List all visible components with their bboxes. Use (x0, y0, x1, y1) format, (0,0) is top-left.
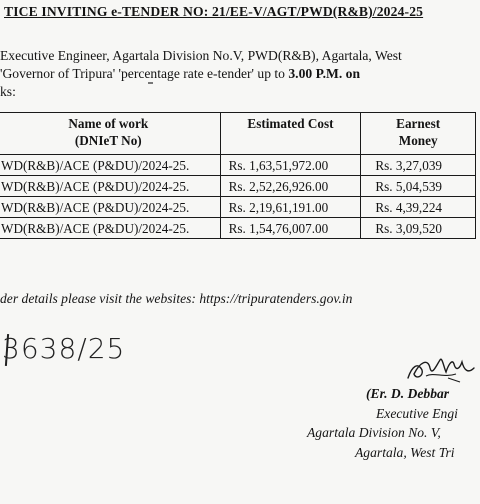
row-earnest-money: Rs. 3,27,039 (361, 155, 476, 176)
table-row (0, 155, 476, 176)
table-header-row (0, 113, 476, 155)
intro-line-1: Executive Engineer, Agartala Division No.V, PWD(R&B), Agartala, West (0, 48, 402, 63)
signatory-division: Agartala Division No. V, (307, 425, 441, 440)
signature-image (404, 348, 478, 388)
header-earnest-money (361, 113, 476, 155)
signatory-name: (Er. D. Debbar (366, 386, 450, 401)
row-estimated-cost: Rs. 2,52,26,926.00 (220, 176, 361, 197)
intro-line-3: ks: (0, 84, 16, 99)
row-estimated-cost: Rs. 1,63,51,972.00 (220, 155, 361, 176)
table-row (0, 176, 476, 197)
intro-line-2 (0, 66, 360, 82)
header-name-line-1: Name of work (68, 116, 149, 131)
row-earnest-money: Rs. 3,09,520 (361, 218, 476, 239)
handwritten-reference: 3638/25 (2, 332, 126, 365)
row-earnest-money: Rs. 4,39,224 (361, 197, 476, 218)
signatory-designation: Executive Engi (376, 406, 458, 421)
header-money-line-2: Money (398, 133, 438, 148)
row-dniet: WD(R&B)/ACE (P&DU)/2024-25. (0, 197, 220, 218)
notice-title: TICE INVITING e-TENDER NO: 21/EE-V/AGT/PWD(R&B)/2024-25 (4, 4, 424, 19)
table-row (0, 218, 476, 239)
stray-mark (148, 82, 153, 84)
tender-table (0, 112, 476, 239)
website-note: der details please visit the websites: https://tripuratenders.gov.in (0, 291, 353, 306)
row-dniet: WD(R&B)/ACE (P&DU)/2024-25. (0, 218, 220, 239)
row-earnest-money: Rs. 5,04,539 (361, 176, 476, 197)
header-name-of-work (0, 113, 220, 155)
table-row (0, 197, 476, 218)
row-estimated-cost: Rs. 2,19,61,191.00 (220, 197, 361, 218)
header-name-line-2: (DNIeT No) (74, 133, 142, 148)
signatory-location: Agartala, West Tri (355, 445, 455, 460)
row-dniet: WD(R&B)/ACE (P&DU)/2024-25. (0, 176, 220, 197)
row-estimated-cost: Rs. 1,54,76,007.00 (220, 218, 361, 239)
header-estimated-cost: Estimated Cost (220, 113, 361, 155)
header-money-line-1: Earnest (396, 116, 441, 131)
intro-line-2-text: 'Governor of Tripura' 'percentage rate e-tender' up to (0, 66, 289, 81)
row-dniet: WD(R&B)/ACE (P&DU)/2024-25. (0, 155, 220, 176)
intro-deadline: 3.00 P.M. on (288, 66, 361, 81)
